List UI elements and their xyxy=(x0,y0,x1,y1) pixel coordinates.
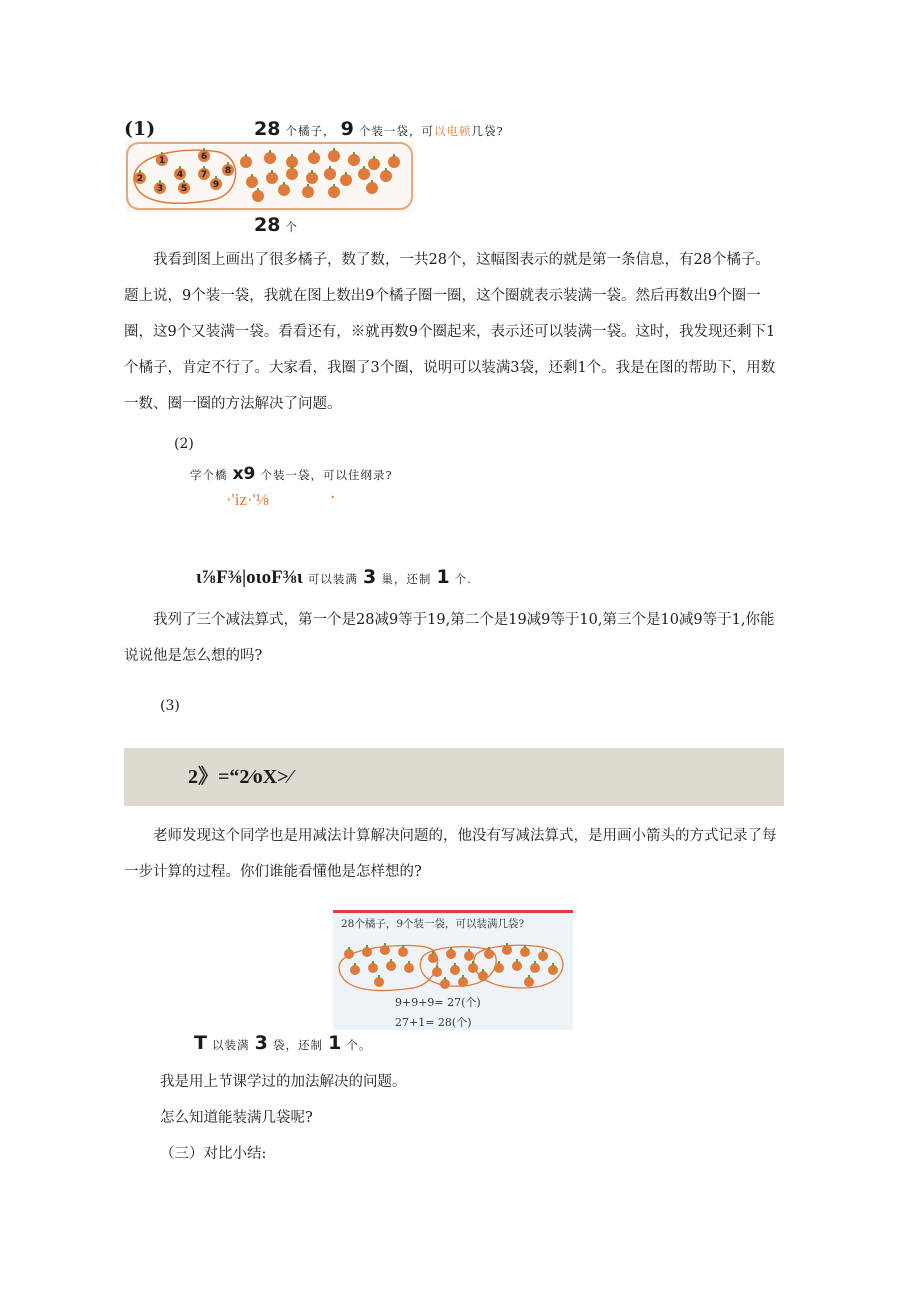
image-title: 28个橘子，9个装一袋，可以装满几袋? xyxy=(341,918,525,930)
orange-icon xyxy=(374,977,384,987)
section3-result xyxy=(194,1032,371,1054)
section2-label: (2) xyxy=(174,436,194,452)
q-text: 个装一袋，可以住纲录? xyxy=(260,468,393,482)
orange-leaf xyxy=(402,945,404,948)
orange-leaf xyxy=(363,166,365,169)
q-x9: x9 xyxy=(232,464,256,484)
orange-icon xyxy=(366,182,378,194)
orange-leaf xyxy=(283,182,285,185)
orange-icon xyxy=(512,961,522,971)
orange-leaf xyxy=(139,170,141,173)
section2-result xyxy=(196,566,472,589)
orange-leaf xyxy=(534,961,536,964)
orange-leaf xyxy=(353,152,355,155)
orange-leaf xyxy=(390,959,392,962)
result-one: 1 xyxy=(328,1032,342,1054)
garbled-orange-text: ·'iz·'⅛ xyxy=(226,490,269,509)
orange-leaf xyxy=(159,180,161,183)
orange-icon xyxy=(404,963,414,973)
textbook-image xyxy=(333,910,573,1030)
formula-banner xyxy=(124,748,784,806)
section2-question xyxy=(190,464,393,484)
orange-number-label: 7 xyxy=(200,170,208,180)
q-text: 个橘子， xyxy=(285,124,336,138)
orange-leaf xyxy=(384,943,386,946)
orange-icon xyxy=(328,150,340,162)
orange-leaf xyxy=(311,170,313,173)
section3-label: (3) xyxy=(160,698,180,714)
orange-icon xyxy=(344,949,354,959)
orange-leaf xyxy=(329,166,331,169)
orange-leaf xyxy=(307,184,309,187)
orange-leaf xyxy=(291,166,293,169)
orange-leaf xyxy=(498,961,500,964)
section2-paragraph: 我列了三个减法算式，第一个是28减9等于19,第二个是19减9等于10,第三个是10减9等于1,你能说说他是怎么想的吗? xyxy=(124,612,775,664)
orange-icon xyxy=(494,963,504,973)
orange-icon xyxy=(368,158,380,170)
orange-leaf xyxy=(506,943,508,946)
banner-text: 2》=“2⁄oX>⁄ xyxy=(188,766,292,788)
orange-leaf xyxy=(333,148,335,151)
orange-icon xyxy=(246,176,258,188)
orange-icon xyxy=(458,977,468,987)
orange-icon xyxy=(240,156,252,168)
result-text: 巢，还制 xyxy=(381,572,432,586)
q-text: 几袋? xyxy=(471,124,504,138)
orange-leaf xyxy=(313,150,315,153)
image-eq-1: 9+9+9= 27(个) xyxy=(395,996,481,1009)
section1-label: (1) xyxy=(124,118,156,140)
orange-leaf xyxy=(444,977,446,980)
orange-icon xyxy=(264,152,276,164)
orange-icon xyxy=(340,174,352,186)
orange-icon xyxy=(398,947,408,957)
orange-leaf xyxy=(454,963,456,966)
orange-icon xyxy=(368,963,378,973)
orange-leaf xyxy=(348,947,350,950)
orange-icon xyxy=(306,172,318,184)
orange-leaf xyxy=(345,172,347,175)
q-number-9: 9 xyxy=(340,118,354,140)
result-T: T xyxy=(194,1032,207,1054)
orange-leaf xyxy=(161,152,163,155)
orange-icon xyxy=(530,963,540,973)
orange-number-label: 8 xyxy=(224,166,232,176)
result-text: 可以装满 xyxy=(307,572,358,586)
total-number: 28 xyxy=(254,214,281,236)
orange-number-label: 2 xyxy=(136,174,144,184)
q-number-28: 28 xyxy=(254,118,281,140)
red-top-line xyxy=(333,910,573,913)
orange-leaf xyxy=(488,947,490,950)
section3-line1: 我是用上节课学过的加法解决的问题。 xyxy=(160,1074,407,1090)
orange-icon xyxy=(324,168,336,180)
orange-leaf xyxy=(371,180,373,183)
result-three: 3 xyxy=(254,1032,268,1054)
orange-leaf xyxy=(542,949,544,952)
orange-dot: · xyxy=(330,488,336,508)
orange-leaf xyxy=(482,969,484,972)
q-text: 个装一袋，可 xyxy=(358,124,434,138)
orange-icon xyxy=(308,152,320,164)
orange-leaf xyxy=(472,961,474,964)
orange-leaf xyxy=(450,947,452,950)
orange-number-label: 6 xyxy=(200,152,208,162)
orange-leaf xyxy=(393,154,395,157)
orange-icon xyxy=(446,949,456,959)
orange-icon xyxy=(388,156,400,168)
orange-leaf xyxy=(203,148,205,151)
orange-leaf xyxy=(354,963,356,966)
result-text: 以装满 xyxy=(212,1038,250,1052)
orange-leaf xyxy=(366,945,368,948)
orange-icon xyxy=(286,168,298,180)
orange-leaf xyxy=(269,150,271,153)
orange-leaf xyxy=(468,949,470,952)
result-text: 个。 xyxy=(346,1038,372,1052)
orange-icon xyxy=(348,154,360,166)
orange-icon xyxy=(380,945,390,955)
orange-icon xyxy=(380,170,392,182)
orange-leaf xyxy=(552,963,554,966)
orange-leaf xyxy=(516,959,518,962)
orange-number-label: 5 xyxy=(180,184,188,194)
orange-number-label: 3 xyxy=(156,184,164,194)
orange-number-label: 9 xyxy=(212,180,220,190)
orange-leaf xyxy=(227,162,229,165)
orange-number-label: 4 xyxy=(176,170,184,180)
result-text: 个. xyxy=(454,572,472,586)
orange-leaf xyxy=(203,166,205,169)
orange-leaf xyxy=(251,174,253,177)
orange-leaf xyxy=(215,176,217,179)
section1-paragraph: 我看到图上画出了很多橘子，数了数，一共28个，这幅图表示的就是第一条信息，有28个橘子。题上说，9个装一袋，我就在图上数出9个橘子圈一圈，这个圈就表示装满一袋。然后再数出9个圈一圈，这9个又装满一袋。看看还有，※就再数9个圈起来，表示还可以装满一袋。这时，我发现还剩下1个橘子，肯定不行了。大家看，我圈了3个圈，说明可以装满3袋，还剩1个。我是在图的帮助下，用数一数、圈一圈的方法解决了问题。 xyxy=(124,252,776,412)
orange-leaf xyxy=(432,951,434,954)
orange-icon xyxy=(252,190,264,202)
orange-leaf xyxy=(408,961,410,964)
orange-leaf xyxy=(271,170,273,173)
orange-leaf xyxy=(385,168,387,171)
formula-garbled: ι⅞F⅜|oιoF⅜ι xyxy=(196,567,303,588)
orange-icon xyxy=(362,947,372,957)
orange-leaf xyxy=(333,184,335,187)
section3-paragraph: 老师发现这个同学也是用减法计算解决问题的，他没有写减法算式，是用画小箭头的方式记录了每一步计算的过程。你们谁能看懂他是怎样想的? xyxy=(124,828,777,880)
orange-icon xyxy=(548,965,558,975)
orange-leaf xyxy=(372,961,374,964)
orange-leaf xyxy=(378,975,380,978)
orange-icon xyxy=(350,965,360,975)
orange-leaf xyxy=(257,188,259,191)
orange-leaf xyxy=(524,945,526,948)
orange-icon xyxy=(386,961,396,971)
section3-line3: （三）对比小结: xyxy=(160,1146,267,1162)
total-label xyxy=(254,214,298,236)
orange-leaf xyxy=(179,166,181,169)
result-one: 1 xyxy=(436,566,450,588)
orange-icon xyxy=(278,184,290,196)
orange-figure-2 xyxy=(333,936,573,996)
orange-icon xyxy=(524,977,534,987)
q-text: 学个橋 xyxy=(190,468,228,482)
orange-icon xyxy=(440,979,450,989)
orange-leaf xyxy=(183,180,185,183)
result-text: 袋，还制 xyxy=(272,1038,323,1052)
orange-icon xyxy=(266,172,278,184)
orange-leaf xyxy=(528,975,530,978)
image-eq-2: 27+1= 28(个) xyxy=(395,1016,472,1029)
section3-line2: 怎么知道能装满几袋呢? xyxy=(160,1110,313,1126)
orange-leaf xyxy=(291,154,293,157)
orange-leaf xyxy=(245,154,247,157)
q-text-orange: 以电顿 xyxy=(433,124,472,138)
orange-leaf xyxy=(462,975,464,978)
orange-number-label: 1 xyxy=(158,156,166,166)
orange-icon xyxy=(538,951,548,961)
orange-icon xyxy=(502,945,512,955)
orange-icon xyxy=(520,947,530,957)
orange-icon xyxy=(450,965,460,975)
orange-leaf xyxy=(373,156,375,159)
orange-icon xyxy=(478,971,488,981)
orange-icon xyxy=(302,186,314,198)
orange-icon xyxy=(428,953,438,963)
orange-icon xyxy=(358,168,370,180)
orange-icon xyxy=(484,949,494,959)
orange-leaf xyxy=(436,965,438,968)
orange-icon xyxy=(432,967,442,977)
total-unit: 个 xyxy=(285,220,299,234)
result-three: 3 xyxy=(363,566,377,588)
orange-icon xyxy=(464,951,474,961)
orange-figure-1 xyxy=(124,140,416,214)
orange-icon xyxy=(328,186,340,198)
orange-icon xyxy=(468,963,478,973)
section1-question xyxy=(254,118,504,140)
